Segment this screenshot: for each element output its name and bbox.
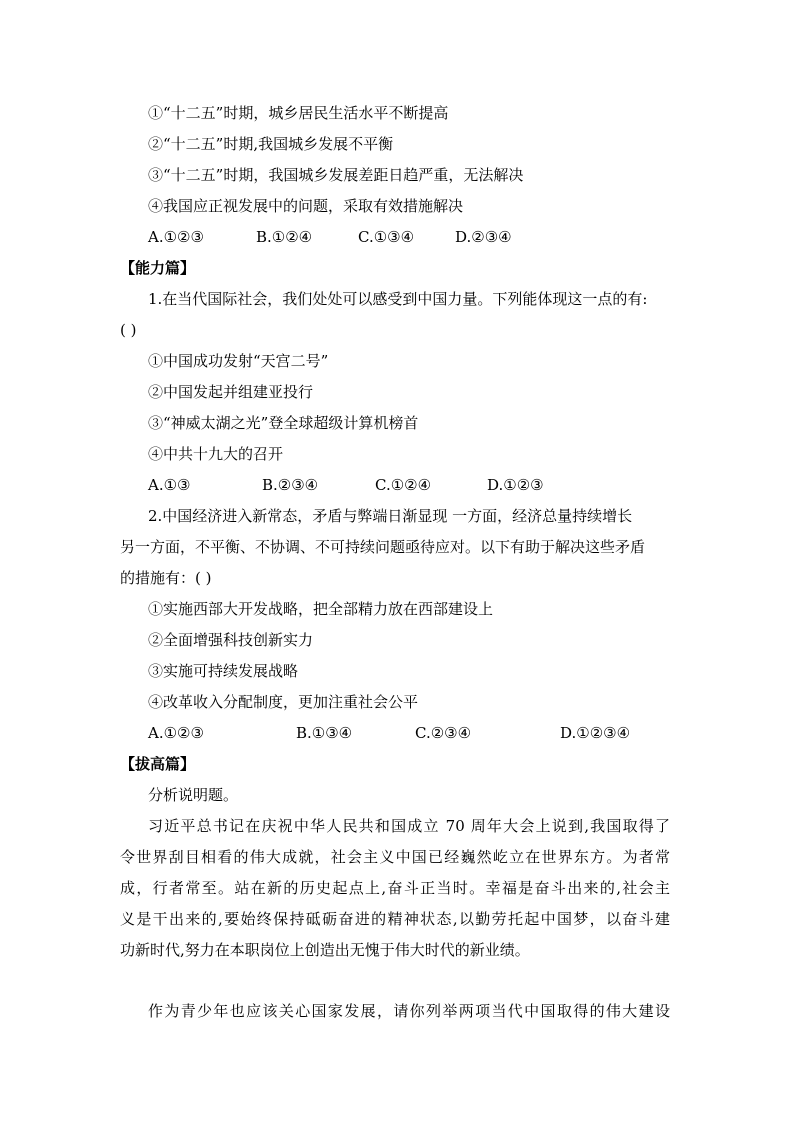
q2-option-a: A.①②③ xyxy=(148,724,204,742)
para1-line2: 令世界刮目相看的伟大成就，社会主义中国已经巍然屹立在世界东方。为者常 xyxy=(120,848,670,866)
q2-statement-2: ②全面增强科技创新实力 xyxy=(148,631,314,649)
statement-2: ②“十二五”时期,我国城乡发展不平衡 xyxy=(148,135,394,153)
section-heading-ability: 【能力篇】 xyxy=(120,259,196,277)
statement-3: ③“十二五”时期，我国城乡发展差距日趋严重，无法解决 xyxy=(148,166,524,184)
advanced-intro: 分析说明题。 xyxy=(148,786,239,804)
q2-statement-3: ③实施可持续发展战略 xyxy=(148,662,299,680)
q1-option-d: D.①②③ xyxy=(487,476,544,494)
q1-statement-1: ①中国成功发射“天宫二号” xyxy=(148,352,329,370)
statement-1: ①“十二五”时期，城乡居民生活水平不断提高 xyxy=(148,104,449,122)
para1-line5: 功新时代,努力在本职岗位上创造出无愧于伟大时代的新业绩。 xyxy=(120,941,530,959)
option-b: B.①②④ xyxy=(256,228,313,246)
q2-statement-1: ①实施西部大开发战略，把全部精力放在西部建设上 xyxy=(148,600,494,618)
para1-line4: 义是干出来的,要始终保持砥砺奋进的精神状态,以勤劳托起中国梦，以奋斗建 xyxy=(120,910,670,928)
option-d: D.②③④ xyxy=(455,228,512,246)
q2-stem-line2: 另一方面，不平衡、不协调、不可持续问题亟待应对。以下有助于解决这些矛盾 xyxy=(120,538,646,556)
q2-option-d: D.①②③④ xyxy=(560,724,631,742)
option-c: C.①③④ xyxy=(358,228,415,246)
para1-line3: 成，行者常至。站在新的历史起点上,奋斗正当时。幸福是奋斗出来的,社会主 xyxy=(120,879,670,897)
para2-line1: 作为青少年也应该关心国家发展，请你列举两项当代中国取得的伟大建设 xyxy=(148,1002,670,1020)
q2-option-b: B.①③④ xyxy=(296,724,353,742)
q1-statement-3: ③“神威太湖之光”登全球超级计算机榜首 xyxy=(148,414,419,432)
q1-stem-line2: ( ) xyxy=(120,321,137,339)
q1-stem-line1: 1.在当代国际社会，我们处处可以感受到中国力量。下列能体现这一点的有: xyxy=(148,290,648,308)
q1-statement-2: ②中国发起并组建亚投行 xyxy=(148,383,314,401)
q2-stem-line3: 的措施有：( ) xyxy=(120,569,212,587)
para1-line1: 习近平总书记在庆祝中华人民共和国成立 70 周年大会上说到,我国取得了 xyxy=(148,817,670,835)
q2-statement-4: ④改革收入分配制度，更加注重社会公平 xyxy=(148,693,419,711)
statement-4: ④我国应正视发展中的问题，采取有效措施解决 xyxy=(148,197,464,215)
q1-option-c: C.①②④ xyxy=(375,476,432,494)
option-a: A.①②③ xyxy=(148,228,204,246)
q2-option-c: C.②③④ xyxy=(415,724,472,742)
q1-option-b: B.②③④ xyxy=(262,476,319,494)
q1-statement-4: ④中共十九大的召开 xyxy=(148,445,284,463)
q2-stem-line1: 2.中国经济进入新常态，矛盾与弊端日渐显现 一方面，经济总量持续增长 xyxy=(148,507,633,525)
q1-option-a: A.①③ xyxy=(148,476,191,494)
section-heading-advanced: 【拔高篇】 xyxy=(120,755,196,773)
